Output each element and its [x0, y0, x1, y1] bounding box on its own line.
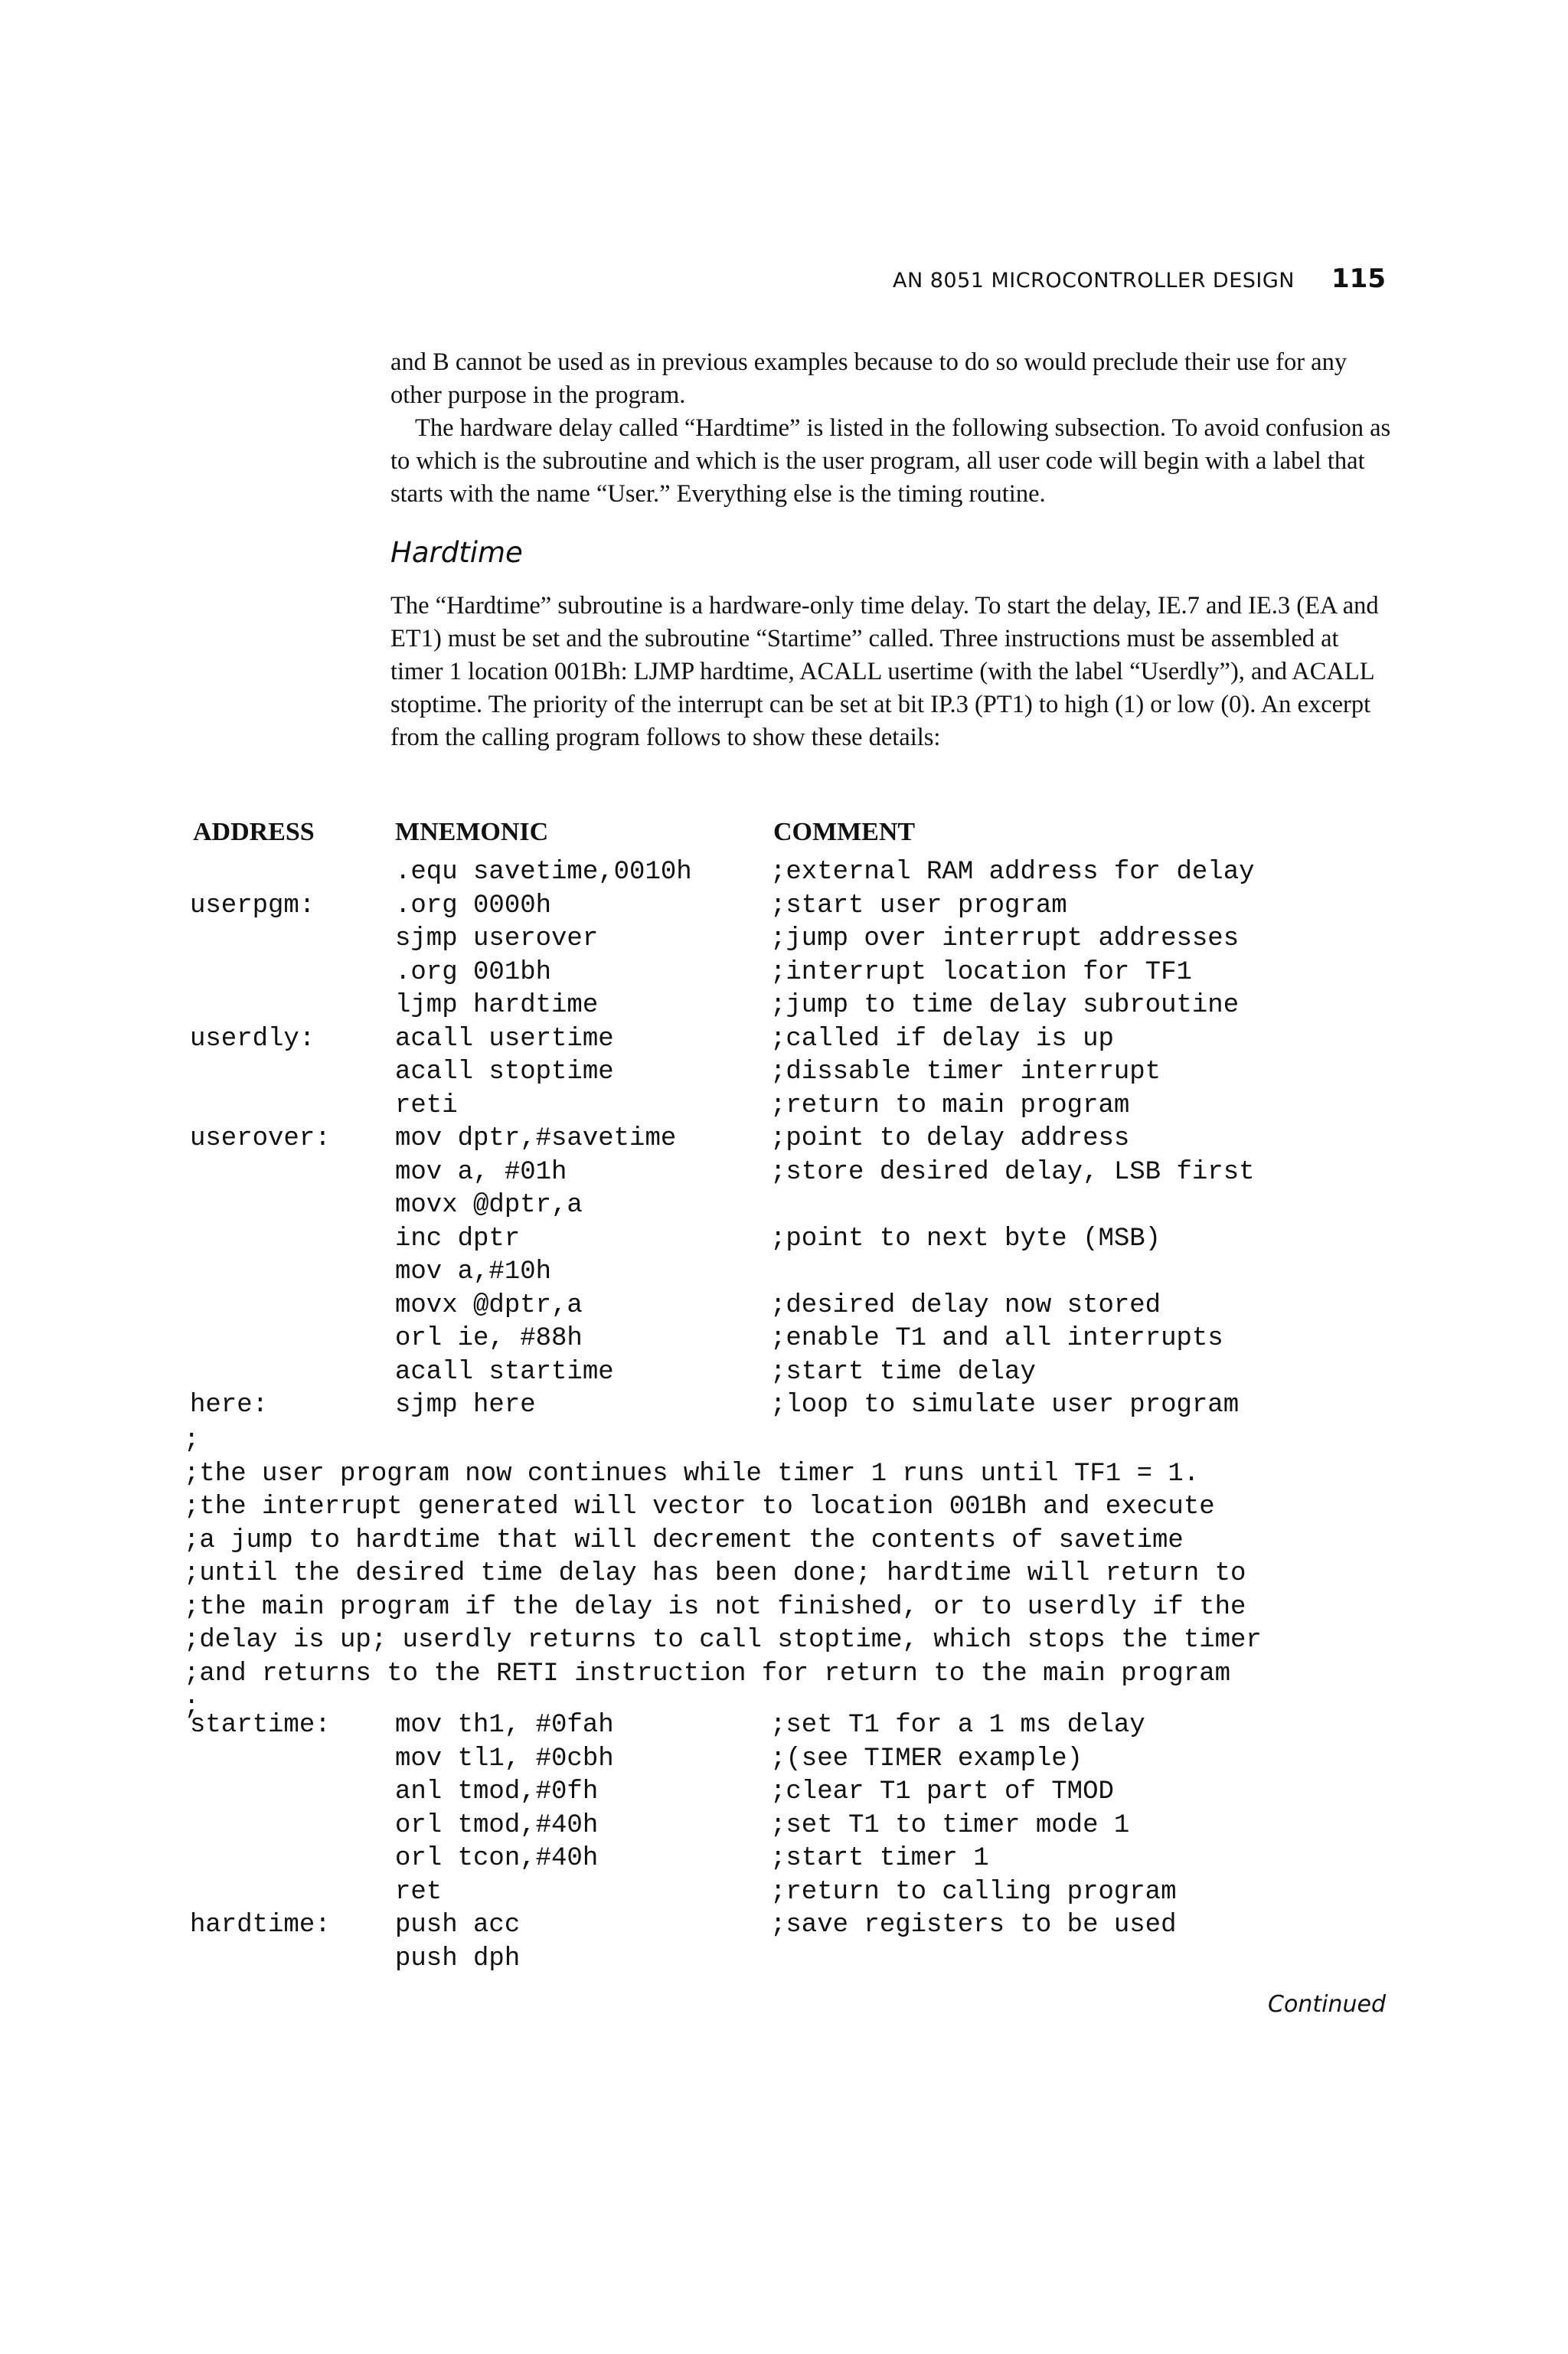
code-mnemonic: mov a,#10h	[395, 1257, 552, 1287]
code-comment: ;point to delay address	[770, 1124, 1130, 1153]
comment-line: ;	[184, 1692, 200, 1721]
code-comment: ;start user program	[770, 891, 1067, 920]
code-mnemonic: mov dptr,#savetime	[395, 1124, 677, 1153]
column-header-comment: COMMENT	[773, 818, 916, 846]
paragraph-1: and B cannot be used as in previous examples because to do so would preclude their use for any other purpose in the program.	[390, 348, 1348, 409]
comment-line: ;	[184, 1426, 200, 1455]
code-label: userdly:	[190, 1024, 315, 1054]
code-line	[0, 1322, 1568, 1356]
code-comment: ;save registers to be used	[770, 1911, 1177, 1940]
code-comment: ;set T1 to timer mode 1	[770, 1810, 1130, 1840]
code-comment: ;loop to simulate user program	[770, 1391, 1240, 1420]
code-label: here:	[190, 1391, 269, 1420]
column-header-address: ADDRESS	[193, 818, 315, 846]
code-mnemonic: reti	[395, 1090, 458, 1120]
code-line	[0, 1709, 1568, 1743]
comment-line: ;delay is up; userdly returns to call stoptime, which stops the timer	[184, 1626, 1262, 1655]
code-mnemonic: inc dptr	[395, 1224, 521, 1254]
code-comment: ;store desired delay, LSB first	[770, 1157, 1255, 1187]
comment-line: ;and returns to the RETI instruction for return to the main program	[184, 1659, 1231, 1689]
code-line	[0, 1123, 1568, 1156]
code-line	[0, 923, 1568, 956]
code-line	[0, 856, 1568, 890]
column-header-mnemonic: MNEMONIC	[395, 818, 549, 846]
code-comment: ;clear T1 part of TMOD	[770, 1777, 1114, 1806]
code-line	[0, 1189, 1568, 1223]
code-mnemonic: orl tmod,#40h	[395, 1810, 599, 1840]
code-mnemonic: mov a, #01h	[395, 1157, 567, 1187]
code-comment: ;interrupt location for TF1	[770, 957, 1192, 987]
code-line	[0, 1389, 1568, 1423]
code-listing	[0, 856, 1568, 1423]
code-line	[0, 1842, 1568, 1876]
code-comment: ;dissable timer interrupt	[770, 1058, 1161, 1087]
code-line	[0, 1356, 1568, 1390]
code-mnemonic: acall usertime	[395, 1024, 614, 1054]
code-line	[0, 989, 1568, 1023]
code-mnemonic: movx @dptr,a	[395, 1191, 583, 1220]
code-comment: ;(see TIMER example)	[770, 1744, 1083, 1774]
code-comment: ;return to calling program	[770, 1877, 1177, 1907]
code-comment-block	[184, 1424, 1262, 1725]
code-comment: ;return to main program	[770, 1090, 1130, 1120]
code-line	[0, 1810, 1568, 1843]
code-mnemonic: mov tl1, #0cbh	[395, 1744, 614, 1774]
code-comment: ;jump over interrupt addresses	[770, 924, 1240, 953]
code-label: userover:	[190, 1124, 331, 1153]
code-line	[0, 1943, 1568, 1976]
code-line	[0, 1023, 1568, 1057]
code-line	[0, 1090, 1568, 1123]
code-comment: ;start time delay	[770, 1357, 1036, 1387]
comment-line: ;a jump to hardtime that will decrement the contents of savetime	[184, 1525, 1184, 1555]
code-comment: ;start timer 1	[770, 1844, 989, 1873]
code-listing-continued	[0, 1709, 1568, 1976]
code-mnemonic: .equ savetime,0010h	[395, 858, 692, 887]
comment-line: ;the user program now continues while timer 1 runs until TF1 = 1.	[184, 1459, 1200, 1489]
code-mnemonic: ret	[395, 1877, 443, 1907]
code-line	[0, 1156, 1568, 1190]
code-mnemonic: ljmp hardtime	[395, 991, 599, 1020]
code-line	[0, 1290, 1568, 1323]
code-line	[0, 1743, 1568, 1777]
code-comment: ;jump to time delay subroutine	[770, 991, 1240, 1020]
code-comment: ;point to next byte (MSB)	[770, 1224, 1161, 1254]
code-mnemonic: anl tmod,#0fh	[395, 1777, 599, 1806]
code-line	[0, 890, 1568, 924]
section-heading: Hardtime	[390, 536, 523, 569]
comment-line: ;the main program if the delay is not finished, or to userdly if the	[184, 1592, 1246, 1622]
code-line	[0, 1776, 1568, 1810]
comment-line: ;the interrupt generated will vector to location 001Bh and execute	[184, 1493, 1215, 1522]
paragraph-2-text: The hardware delay called “Hardtime” is listed in the following subsection. To avoid confusion as to which is the subroutine and which is the user program, all user code will begin with a label that starts with the name “User.” Everything else is the timing routine.	[390, 414, 1391, 508]
code-comment: ;external RAM address for delay	[770, 858, 1255, 887]
code-label: userpgm:	[190, 891, 315, 920]
code-mnemonic: mov th1, #0fah	[395, 1711, 614, 1740]
code-line	[0, 1909, 1568, 1943]
running-title: AN 8051 MICROCONTROLLER DESIGN	[892, 269, 1295, 293]
code-comment: ;set T1 for a 1 ms delay	[770, 1711, 1145, 1740]
code-mnemonic: movx @dptr,a	[395, 1290, 583, 1320]
code-mnemonic: .org 001bh	[395, 957, 552, 987]
comment-line: ;until the desired time delay has been done; hardtime will return to	[184, 1559, 1246, 1588]
code-comment: ;enable T1 and all interrupts	[770, 1324, 1223, 1353]
code-comment: ;desired delay now stored	[770, 1290, 1161, 1320]
code-mnemonic: .org 0000h	[395, 891, 552, 920]
page-header	[635, 263, 1386, 294]
code-mnemonic: sjmp here	[395, 1391, 536, 1420]
code-label: startime:	[190, 1711, 331, 1740]
code-mnemonic: push acc	[395, 1911, 521, 1940]
code-line	[0, 1876, 1568, 1910]
code-mnemonic: acall startime	[395, 1357, 614, 1387]
code-mnemonic: sjmp userover	[395, 924, 599, 953]
code-line	[0, 1223, 1568, 1257]
code-mnemonic: orl tcon,#40h	[395, 1844, 599, 1873]
continued-note: Continued	[1268, 1991, 1386, 2018]
code-mnemonic: orl ie, #88h	[395, 1324, 583, 1353]
page-number: 115	[1331, 263, 1386, 294]
code-mnemonic: acall stoptime	[395, 1058, 614, 1087]
paragraph-2	[390, 412, 1393, 511]
code-line	[0, 1256, 1568, 1290]
paragraph-3: The “Hardtime” subroutine is a hardware-only time delay. To start the delay, IE.7 and IE.3 (EA and ET1) must be set and the subroutine “Startime” called. Three instructions must be assembled at timer 1 location 001Bh: LJMP hardtime, ACALL usertime (with the label “Userdly”), and ACALL stoptime. The priority of the interrupt can be set at bit IP.3 (PT1) to high (1) or low (0). An excerpt from the calling program follows to show these details:	[390, 592, 1379, 751]
code-line	[0, 1056, 1568, 1090]
code-comment: ;called if delay is up	[770, 1024, 1114, 1054]
code-label: hardtime:	[190, 1911, 331, 1940]
code-line	[0, 956, 1568, 990]
code-mnemonic: push dph	[395, 1944, 521, 1973]
